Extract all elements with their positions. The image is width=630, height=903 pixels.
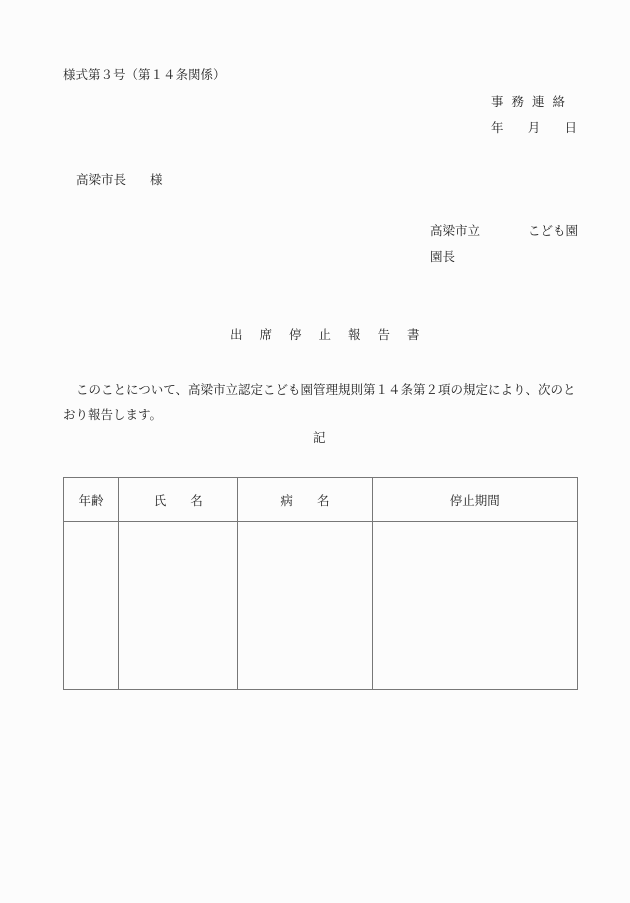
date-month-label: 月 — [527, 120, 541, 135]
addressee-name: 高梁市長 — [76, 172, 127, 187]
form-number: 様式第３号（第１４条関係） — [63, 67, 226, 82]
page-title: 出席停止報告書 — [230, 327, 437, 342]
body-paragraph: このことについて、高梁市立認定こども園管理規則第１４条第２項の規定により、次のとおり報告します。 — [63, 382, 576, 422]
header-disease-part1: 病 — [280, 492, 293, 508]
header-name-part1: 氏 — [153, 492, 167, 508]
report-table — [63, 477, 578, 690]
sender-org-prefix: 高梁市立 — [430, 223, 481, 238]
document-type-label: 事務連絡 — [491, 94, 574, 109]
header-name-part2: 名 — [190, 492, 203, 508]
date-day-label: 日 — [564, 120, 577, 135]
cell-age[interactable] — [64, 522, 119, 690]
header-disease — [238, 478, 372, 522]
addressee — [76, 174, 163, 187]
cell-disease[interactable] — [238, 522, 372, 690]
date-year-label: 年 — [491, 120, 504, 135]
cell-name[interactable] — [119, 522, 238, 690]
header-age: 年齢 — [64, 478, 119, 522]
header-name — [119, 478, 238, 522]
table-row — [64, 522, 578, 690]
cell-period[interactable] — [372, 522, 577, 690]
table-header-row — [64, 478, 578, 522]
date-line — [491, 122, 577, 135]
sender-organization — [430, 225, 578, 238]
ki-label: 記 — [313, 430, 326, 445]
sender-title: 園長 — [430, 249, 456, 264]
header-period: 停止期間 — [372, 478, 577, 522]
addressee-honorific: 様 — [150, 172, 163, 187]
sender-org-suffix: こども園 — [527, 223, 578, 238]
header-disease-part2: 名 — [316, 492, 330, 508]
